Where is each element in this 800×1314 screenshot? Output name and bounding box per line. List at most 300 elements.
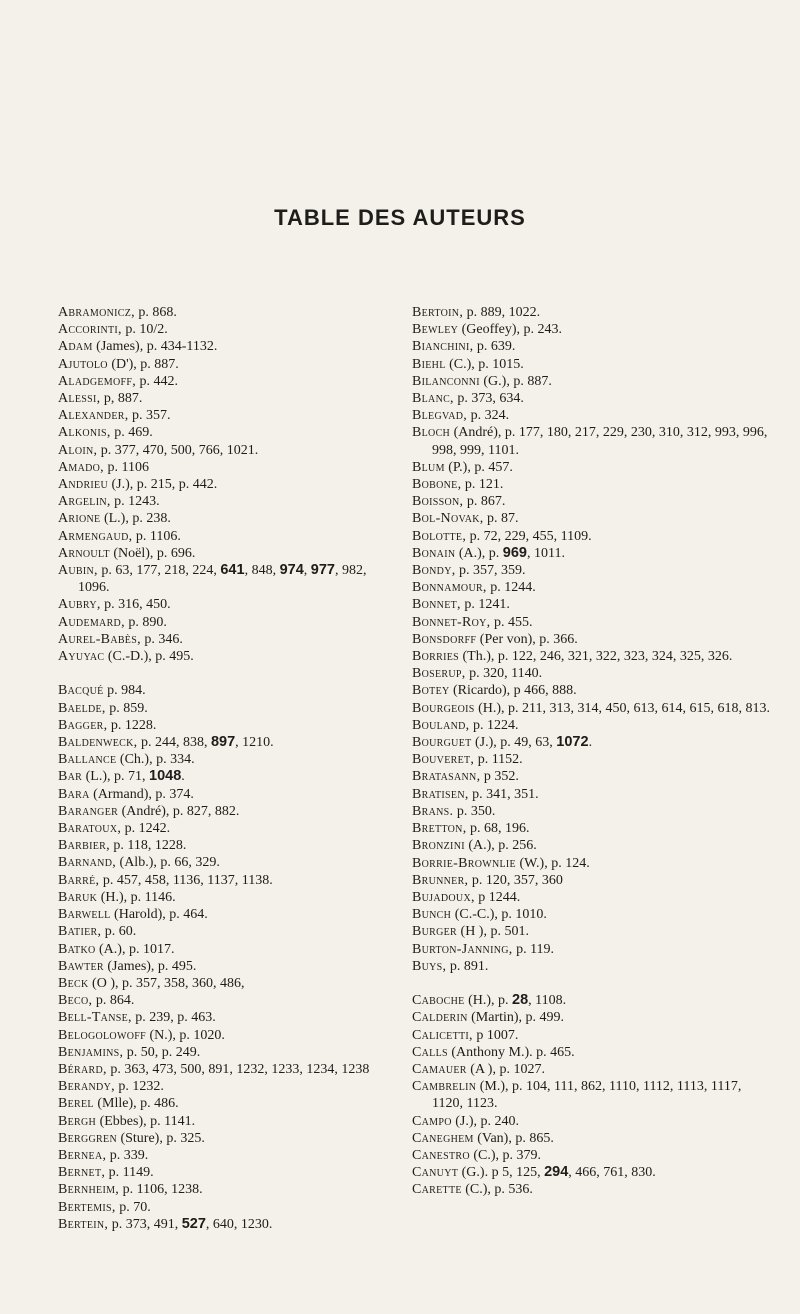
index-entry [58,1164,388,1181]
index-entry [412,596,772,613]
page-ref-main: 1048 [149,768,182,785]
page-refs: p. 324. [467,408,510,424]
index-entry [58,923,388,940]
author-name: Biehl [412,356,446,372]
page-refs: (N.), p. 1020. [145,1027,225,1043]
author-name: Blanc, [412,391,454,407]
index-entry [58,407,388,424]
author-name: Bratisen, [412,786,469,802]
page-refs: (Alb.), p. 66, 329. [116,855,220,871]
author-name: Bertein, [58,1216,109,1232]
page-refs: (Per von), p. 366. [476,631,578,647]
page-refs: (Ch.), p. 334. [116,752,195,768]
author-name: Bernet, [58,1165,106,1181]
page-refs: p. 373, 634. [453,391,524,407]
index-entry [58,751,388,768]
index-entry [58,304,388,321]
index-entry [412,941,772,958]
index-entry [58,734,388,751]
author-name: Bell-Tanse, [58,1010,132,1026]
author-name: Aurel-Babès, [58,631,141,647]
page-refs: p. 1243. [110,494,160,510]
page-refs: p. 891. [446,958,489,974]
author-name: Botey [412,683,450,699]
page-refs: p. 363, 473, 500, 891, 1232, 1233, 1234, 1238 [106,1061,370,1077]
index-entry [58,1044,388,1061]
index-entry [412,545,772,562]
author-name: Arione [58,511,101,527]
author-name: Bilanconni [412,373,480,389]
index-entry [412,837,772,854]
index-entry [58,493,388,510]
index-entry [412,734,772,751]
index-entry [412,1078,772,1112]
index-entry [412,665,772,682]
author-name: Ajutolo [58,356,108,372]
author-name: Bujadoux, [412,889,475,905]
author-name: Aubin, [58,563,98,579]
index-entry [412,579,772,596]
index-entry [412,1181,772,1198]
page-refs: p. 639. [473,339,516,355]
page-refs: (J.), p. 49, 63, [471,735,557,751]
index-entry [412,459,772,476]
index-entry [412,768,772,785]
author-name: Aladgemoff, [58,373,137,389]
index-entry [58,975,388,992]
index-entry [412,803,772,820]
author-name: Bouveret, [412,752,475,768]
index-entry [412,1147,772,1164]
page-refs: (C.), p. 536. [461,1182,533,1198]
author-name: Bonain [412,545,456,561]
author-name: Ayuyac [58,649,105,665]
page-refs: (James), p. 434-1132. [92,339,218,355]
index-entry [412,528,772,545]
author-name: Bouland, [412,717,470,733]
page-refs: , 1011. [527,545,565,561]
author-name: Bonnet, [412,597,461,613]
index-entry [412,407,772,424]
page-refs: p. 121. [461,477,504,493]
index-entry [58,442,388,459]
index-entry [58,768,388,785]
author-name: Blum [412,459,445,475]
index-entry [58,545,388,562]
index-entry [412,1113,772,1130]
index-entry [58,872,388,889]
page-refs: (W.), p. 124. [515,855,590,871]
author-name: Boisson, [412,494,464,510]
author-name: Caneghem [412,1130,474,1146]
page-refs: (Martin), p. 499. [467,1010,565,1026]
author-name: Bolotte, [412,528,467,544]
page-refs: (A.), p. 1017. [95,941,175,957]
index-entry [412,923,772,940]
index-entry [412,373,772,390]
index-entry [58,1061,388,1078]
index-entry [58,321,388,338]
author-name: Abramonicz, [58,305,135,320]
section-gap [412,975,772,992]
author-name: Canuyt [412,1165,459,1181]
author-name: Benjamins, [58,1044,124,1060]
index-entry [58,1199,388,1216]
author-name: Bretton, [412,821,467,837]
index-entry [58,476,388,493]
author-name: Baranger [58,803,119,819]
left-column [58,304,388,1233]
page-refs: p. 72, 229, 455, 1109. [466,528,592,544]
page-ref-main: 527 [181,1215,206,1232]
page-refs: , 466, 761, 830. [568,1165,656,1181]
index-entry [58,906,388,923]
index-entry [412,304,772,321]
page-refs: p. 457, 458, 1136, 1137, 1138. [99,872,273,888]
page-refs: p. 373, 491, [108,1216,182,1232]
index-entry [58,390,388,407]
page-refs: (D'), p. 887. [107,356,179,372]
author-name: Bourgeois [412,700,475,716]
index-entry [58,700,388,717]
page-refs: (L.), p. 238. [100,511,171,527]
index-entry [412,1061,772,1078]
author-name: Borrie-Brownlie [412,855,516,871]
page-refs: p 1244. [474,889,521,905]
author-name: Bergh [58,1113,97,1129]
page-refs: p. 1244. [486,580,536,596]
page-refs: p. 357. [128,408,171,424]
author-name: Bara [58,786,90,802]
index-entry [58,889,388,906]
author-name: Audemard, [58,614,125,630]
index-entry [58,1130,388,1147]
index-entry [412,820,772,837]
author-name: Bawter [58,958,104,974]
author-name: Bonnet-Roy, [412,614,491,630]
page-refs: (Ebbes), p. 1141. [96,1113,196,1129]
page-refs: p. 320, 1140. [465,666,543,682]
page-refs: p. 469. [110,425,153,441]
page-refs: p. 377, 470, 500, 766, 1021. [97,442,259,458]
page-refs: p. 1228. [107,717,157,733]
author-name: Bewley [412,322,459,338]
page-refs: p. 357, 359. [455,563,526,579]
page-refs: p. 339. [106,1147,149,1163]
author-name: Adam [58,339,93,355]
author-name: Boserup, [412,666,466,682]
page-refs: (André), p. 177, 180, 217, 229, 230, 310, 312, 993, 996, 998, 999, 1101. [432,425,768,458]
author-name: Calicetti, [412,1027,473,1043]
author-name: Andrieu [58,477,108,493]
author-name: Arnoult [58,545,110,561]
author-name: Belogolowoff [58,1027,146,1043]
author-name: Batko [58,941,96,957]
page-refs: p, 887. [100,391,143,407]
page-refs: p. 890. [124,614,167,630]
page-refs: p. 239, p. 463. [131,1010,216,1026]
index-entry [412,958,772,975]
author-name: Camauer [412,1061,467,1077]
author-name: Alkonis, [58,425,111,441]
page-refs: (C.-D.), p. 495. [104,649,194,665]
page-refs: , 1108. [528,993,567,1009]
author-name: Brans. [412,803,454,819]
author-name: Amado, [58,459,104,475]
page-ref-main: 969 [502,544,527,561]
author-name: Alessi, [58,391,101,407]
author-name: Bertoin, [412,305,464,320]
author-name: Aubry, [58,597,101,613]
page-refs: (C.), p. 379. [469,1147,542,1163]
index-entry [412,855,772,872]
index-entry [58,1216,388,1233]
author-name: Bertemis, [58,1199,116,1215]
page-refs: (A.), p. [455,545,503,561]
author-name: Bunch [412,907,452,923]
index-entry [58,786,388,803]
index-entry [412,906,772,923]
index-entry [412,682,772,699]
index-entry [412,1044,772,1061]
page-refs: p. 341, 351. [468,786,539,802]
index-entry [58,614,388,631]
section-gap [58,665,388,682]
index-entry [58,459,388,476]
author-name: Baldenweck, [58,735,138,751]
page-refs: p. 1232. [114,1079,164,1095]
author-name: Beco, [58,993,93,1009]
author-name: Bol-Novak, [412,511,484,527]
index-entry [58,1113,388,1130]
page-refs: p. 50, p. 249. [123,1044,201,1060]
page-refs: p. 1106 [103,459,149,475]
page-refs: , 1210. [235,735,274,751]
page-refs: (Harold), p. 464. [110,907,208,923]
page-refs: p. 68, 196. [466,821,530,837]
page-ref-main: 897 [210,734,236,751]
page-title: TABLE DES AUTEURS [274,205,526,230]
page-refs: . [181,769,185,785]
page-refs: p. 455. [490,614,533,630]
author-name: Barré, [58,872,100,888]
page-refs: (André), p. 827, 882. [118,803,240,819]
page-refs: p. 859. [105,700,148,716]
page-refs: p. 316, 450. [100,597,171,613]
page-refs: p. 120, 357, 360 [468,872,563,888]
author-name: Campo [412,1113,452,1129]
page-refs: p. 1106, 1238. [119,1182,203,1198]
page-refs: (Mlle), p. 486. [93,1096,179,1112]
index-entry [58,356,388,373]
page-refs: (Noël), p. 696. [109,545,196,561]
author-name: Bonsdorff [412,631,477,647]
page-refs: p. 70. [115,1199,151,1215]
index-entry [58,562,388,596]
index-entry [412,786,772,803]
index-entry [58,1181,388,1198]
author-name: Aloin, [58,442,98,458]
page-refs: (G.). p 5, 125, [458,1165,545,1181]
page-refs: p. 1106. [132,528,181,544]
page-refs: (J.), p. 240. [451,1113,520,1129]
author-name: Carette [412,1182,462,1198]
author-name: Ballance [58,752,117,768]
author-name: Alexander, [58,408,129,424]
author-name: Bondy, [412,563,456,579]
index-entry [412,510,772,527]
right-column [412,304,772,1199]
index-entry [412,992,772,1009]
index-entry [58,1009,388,1026]
author-name: Armengaud, [58,528,133,544]
page-ref-main: 294 [544,1164,569,1181]
page-refs: (Anthony M.). p. 465. [447,1044,575,1060]
page-ref-main: 641 [220,562,245,579]
page-refs: p. 1241. [460,597,510,613]
index-entry [412,338,772,355]
page-refs: (James), p. 495. [103,958,197,974]
page-refs: p 1007. [472,1027,519,1043]
author-name: Bonnamour, [412,580,487,596]
author-name: Bloch [412,425,451,441]
index-entry [412,321,772,338]
author-name: Brunner, [412,872,469,888]
page-refs: p. 346. [140,631,183,647]
index-entry [412,751,772,768]
index-entry [412,562,772,579]
page-ref-main: 974 [279,562,304,579]
author-name: Blegvad, [412,408,468,424]
author-name: Burger [412,924,458,940]
author-name: Bacqué [58,683,104,699]
page-refs: p. 244, 838, [137,735,211,751]
page-refs: (H.), p. 1146. [97,889,176,905]
author-name: Berggren [58,1130,117,1146]
author-name: Bar [58,769,83,785]
author-name: Berandy, [58,1079,115,1095]
page-refs: , [303,563,311,579]
page-refs: p. 984. [103,683,146,699]
index-entry [58,338,388,355]
author-name: Bérard, [58,1061,107,1077]
index-entry [412,1164,772,1181]
page-refs: (H.), p. [464,993,512,1009]
page-refs: (G.), p. 887. [479,373,552,389]
page-refs: (C.-C.), p. 1010. [451,907,547,923]
page-refs: p. 867. [463,494,506,510]
author-name: Bronzini [412,838,465,854]
author-name: Barwell [58,907,111,923]
page-refs: (L.), p. 71, [82,769,150,785]
author-name: Batier, [58,924,102,940]
author-name: Argelin, [58,494,111,510]
page-refs: p. 10/2. [121,322,168,338]
index-entry [58,854,388,871]
index-entry [412,493,772,510]
index-entry [58,528,388,545]
page-ref-main: 28 [512,992,529,1009]
page-refs: p. 60. [101,924,137,940]
author-name: Calderin [412,1010,468,1026]
page-refs: p. 868. [134,305,177,320]
index-entry [58,631,388,648]
page-refs: (H.), p. 211, 313, 314, 450, 613, 614, 615, 618, 813. [474,700,771,716]
page-refs: (Th.), p. 122, 246, 321, 322, 323, 324, 325, 326. [459,649,733,665]
index-entry [412,1027,772,1044]
index-entry [412,614,772,631]
index-entry [58,803,388,820]
page-refs: (Sture), p. 325. [116,1130,205,1146]
index-entry [58,510,388,527]
page-refs: (O ), p. 357, 358, 360, 486, [88,975,245,991]
index-entry [58,1095,388,1112]
index-entry [58,648,388,665]
page-refs: p. 350. [453,803,496,819]
index-entry [58,820,388,837]
author-name: Bianchini, [412,339,474,355]
page-refs: (P.), p. 457. [444,459,513,475]
author-name: Calls [412,1044,448,1060]
author-name: Bobone, [412,477,462,493]
author-name: Berel [58,1096,94,1112]
index-entry [58,373,388,390]
page-refs: p. 119. [512,941,555,957]
author-name: Borries [412,649,459,665]
index-entry [58,992,388,1009]
index-entry [58,1147,388,1164]
author-name: Canestro [412,1147,470,1163]
page-refs: (A.), p. 256. [464,838,537,854]
page-refs: p. 63, 177, 218, 224, [97,563,221,579]
page-refs: (Ricardo), p 466, 888. [449,683,577,699]
page-refs: , 640, 1230. [205,1216,273,1232]
page-refs: p. 1224. [469,717,519,733]
page-refs: p. 442. [136,373,179,389]
index-entry [412,700,772,717]
page-refs: p. 87. [483,511,519,527]
author-name: Baelde, [58,700,106,716]
index-entry [412,476,772,493]
page-ref-main: 1072 [556,734,589,751]
page-refs: p. 1149. [105,1165,154,1181]
index-entry [412,424,772,458]
author-name: Baruk [58,889,98,905]
index-entry [412,631,772,648]
index-entry [58,941,388,958]
page-ref-main: 977 [310,562,335,579]
page-refs: (Armand), p. 374. [89,786,194,802]
index-entry [58,837,388,854]
author-name: Accorinti, [58,322,122,338]
author-name: Bernheim, [58,1182,120,1198]
page-refs: . [588,735,593,751]
page-refs: (Geoffey), p. 243. [458,322,563,338]
author-name: Cambrelin [412,1079,477,1095]
author-name: Bagger, [58,717,108,733]
page-refs: p. 118, 1228. [109,838,187,854]
index-entry [58,424,388,441]
author-name: Baratoux, [58,821,122,837]
author-name: Burton-Janning, [412,941,513,957]
page-refs: , 982, 1096. [78,563,367,596]
index-entry [412,1130,772,1147]
page-refs: p. 889, 1022. [463,305,541,320]
author-name: Beck [58,975,89,991]
page-refs: (H ), p. 501. [457,924,529,940]
page-refs: p. 864. [92,993,135,1009]
index-entry [58,682,388,699]
